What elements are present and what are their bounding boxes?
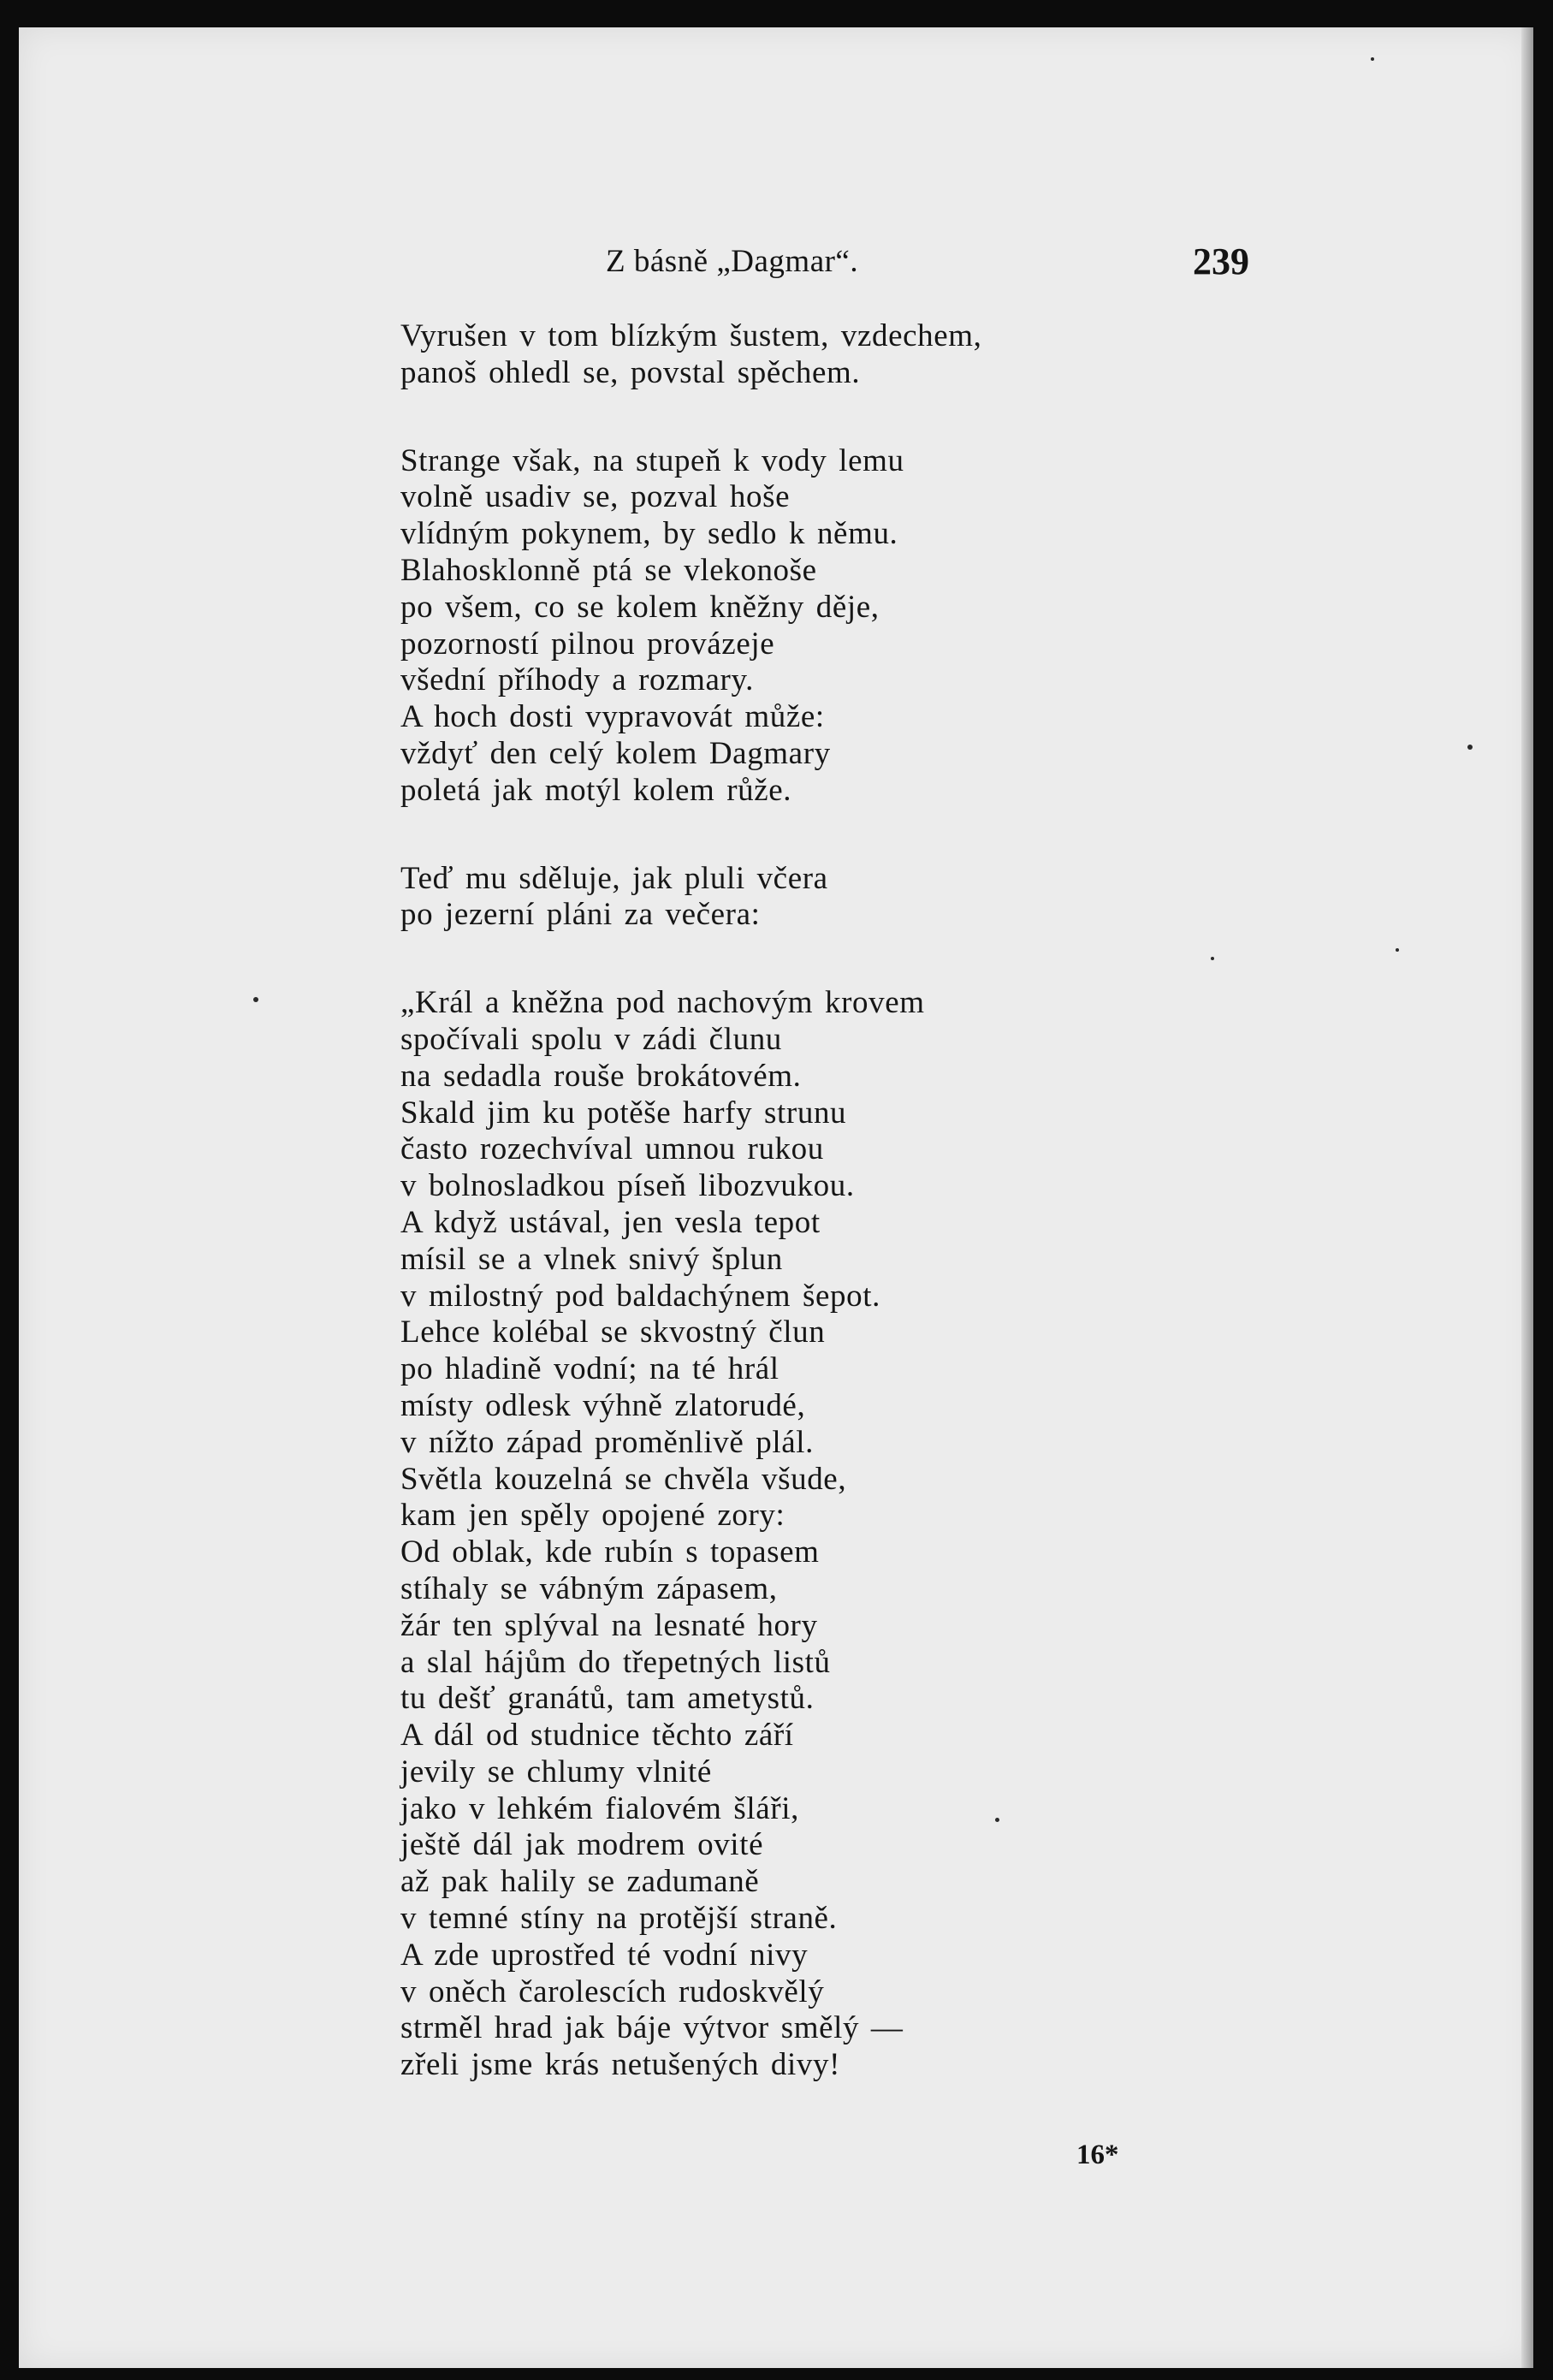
paper-speck [995,1818,999,1822]
verse-line: kam jen spěly opojené zory: [400,1498,785,1534]
stanza [400,443,1256,810]
page-edge-shadow [1521,27,1533,2368]
page-number: 239 [1193,240,1249,282]
verse-line: po všem, co se kolem kněžny děje, [400,589,880,625]
verse-line: A když ustával, jen vesla tepot [400,1204,821,1240]
verse-line: po jezerní pláni za večera: [400,897,761,933]
verse-line: tu dešť granátů, tam ametystů. [400,1681,815,1717]
stanza [400,985,1256,2084]
book-page [19,27,1533,2368]
verse-line: v temné stíny na protější straně. [400,1901,838,1937]
printer-signature-mark: 16* [1076,2140,1119,2170]
verse-line: Skald jim ku potěše harfy strunu [400,1095,847,1131]
paper-speck [1211,957,1214,960]
verse-line: Od oblak, kde rubín s topasem [400,1534,820,1570]
stanza [400,861,1256,935]
verse-line: v nížto západ proměnlivě plál. [400,1424,814,1460]
verse-line: pozorností pilnou provázeje [400,626,775,662]
page-header [19,214,1533,282]
verse-line: často rozechvíval umnou rukou [400,1131,824,1167]
paper-speck [1371,57,1374,61]
verse-line: Teď mu sděluje, jak pluli včera [400,860,828,896]
verse-line: volně usadiv se, pozval hoše [400,479,791,515]
paper-speck [1396,948,1399,952]
verse-line: jako v lehkém fialovém šláři, [400,1790,799,1826]
paper-speck [253,997,258,1002]
verse-line: mísil se a vlnek snivý šplun [400,1241,783,1277]
stanza [400,318,1256,392]
verse-line: „Král a kněžna pod nachovým krovem [400,985,925,1021]
verse-line: na sedadla rouše brokátovém. [400,1058,802,1094]
verse-line: panoš ohledl se, povstal spěchem. [400,354,861,390]
verse-line: zřeli jsme krás netušených divy! [400,2047,840,2083]
verse-line: spočívali spolu v zádi člunu [400,1021,782,1057]
verse-line: všední příhody a rozmary. [400,662,754,698]
verse-line: jevily se chlumy vlnité [400,1754,712,1789]
verse-line: Strange však, na stupeň k vody lemu [400,442,904,478]
verse-line: místy odlesk výhně zlatorudé, [400,1387,806,1423]
verse-line: žár ten splýval na lesnaté hory [400,1607,818,1643]
verse-line: poletá jak motýl kolem růže. [400,772,792,808]
verse-line: strměl hrad jak báje výtvor smělý — [400,2010,904,2046]
verse-line: po hladině vodní; na té hrál [400,1351,779,1387]
verse-line: v oněch čarolescích rudoskvělý [400,1973,825,2009]
verse-line: a slal hájům do třepetných listů [400,1644,831,1680]
verse-line: Lehce kolébal se skvostný člun [400,1315,826,1350]
verse-line: v bolnosladkou píseň libozvukou. [400,1168,855,1204]
running-title: Z básně „Dagmar“. [606,244,859,279]
verse-line: vždyť den celý kolem Dagmary [400,735,831,771]
verse-line: A hoch dosti vypravovát může: [400,699,825,735]
verse-line: v milostný pod baldachýnem šepot. [400,1278,880,1314]
verse-line: stíhaly se vábným zápasem, [400,1570,778,1606]
verse-line: až pak halily se zadumaně [400,1864,760,1900]
paper-speck [1467,745,1473,750]
verse-line: Vyrušen v tom blízkým šustem, vzdechem, [400,318,982,353]
verse-line: Světla kouzelná se chvěla všude, [400,1461,847,1497]
verse-line: ještě dál jak modrem ovité [400,1827,764,1863]
verse-line: Blahosklonně ptá se vlekonoše [400,552,817,588]
poem-text [400,318,1256,2135]
verse-line: A dál od studnice těchto září [400,1718,794,1754]
verse-line: A zde uprostřed té vodní nivy [400,1937,809,1973]
verse-line: vlídným pokynem, by sedlo k němu. [400,516,898,552]
